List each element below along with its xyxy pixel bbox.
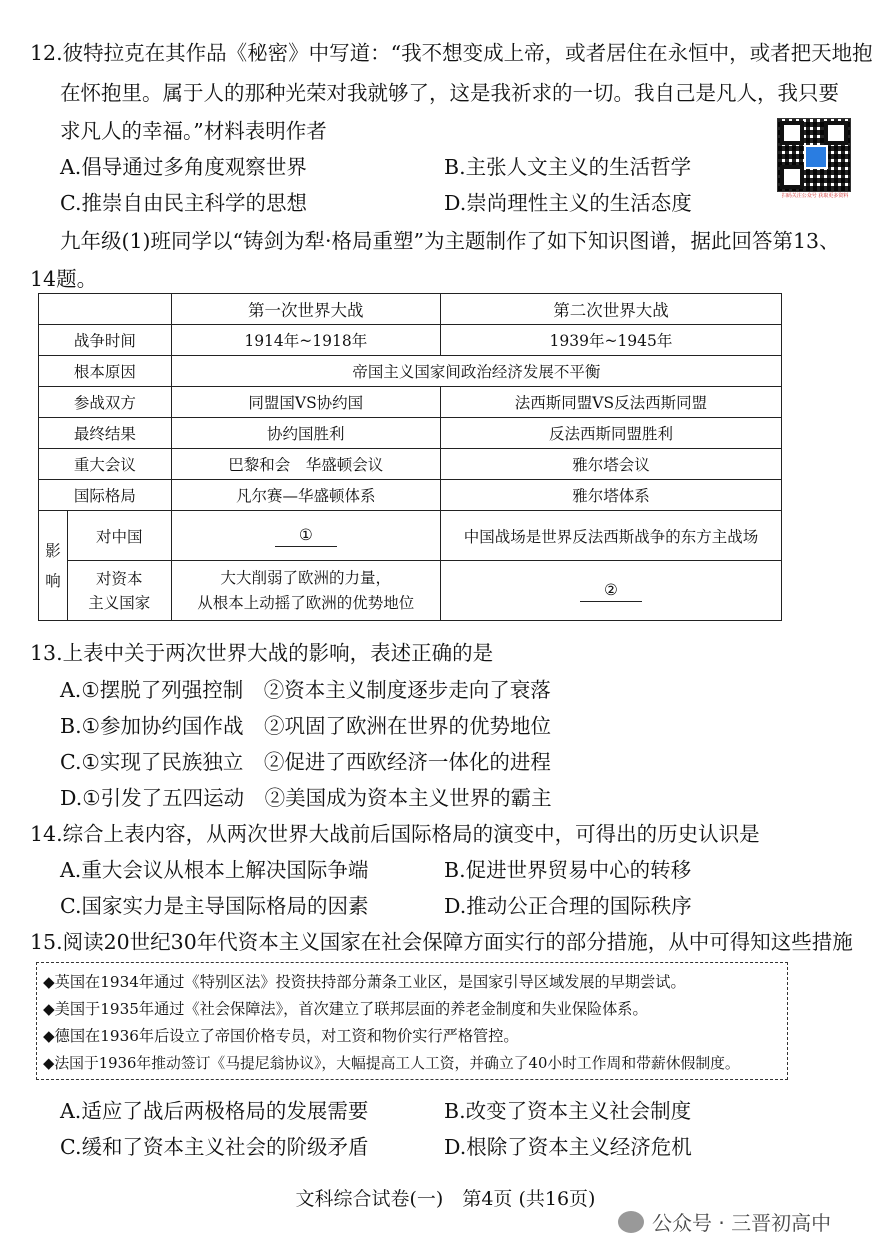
impact-label-char2: 响 bbox=[45, 571, 61, 590]
q12-option-b: B.主张人文主义的生活哲学 bbox=[444, 155, 692, 179]
q15-material-item: ◆德国在1936年后设立了帝国价格专员，对工资和物价实行严格管控。 bbox=[43, 1027, 519, 1045]
page-footer: 文科综合试卷(一) 第4页 (共16页) bbox=[295, 1188, 596, 1210]
row-label: 战争时间 bbox=[39, 325, 172, 356]
blank-1: ① bbox=[275, 524, 337, 547]
impact-label bbox=[39, 511, 68, 621]
q15-material-box bbox=[36, 962, 788, 1080]
impact-china-row bbox=[39, 511, 782, 561]
cell-ww2: 法西斯同盟VS反法西斯同盟 bbox=[440, 387, 781, 418]
table-row bbox=[39, 480, 782, 511]
cell-ww1: 巴黎和会 华盛顿会议 bbox=[171, 449, 440, 480]
impact-china-label: 对中国 bbox=[67, 511, 171, 561]
q13-option-c: C.①实现了民族独立 ②促进了西欧经济一体化的进程 bbox=[60, 750, 551, 774]
q12-option-d: D.崇尚理性主义的生活态度 bbox=[444, 191, 692, 215]
q15-option-b: B.改变了资本主义社会制度 bbox=[444, 1099, 692, 1123]
row-label: 参战双方 bbox=[39, 387, 172, 418]
table-corner bbox=[39, 294, 172, 325]
q14-option-b: B.促进世界贸易中心的转移 bbox=[444, 858, 692, 882]
row-label: 国际格局 bbox=[39, 480, 172, 511]
impact-label-char1: 影 bbox=[45, 541, 61, 560]
q12-stem-line2: 在怀抱里。属于人的那种光荣对我就够了，这是我祈求的一切。我自己是凡人，我只要 bbox=[60, 81, 839, 105]
cell-ww1: 1914年~1918年 bbox=[171, 325, 440, 356]
impact-cap-label-line2: 主义国家 bbox=[88, 593, 151, 612]
table-row bbox=[39, 325, 782, 356]
q12-stem-line3: 求凡人的幸福。”材料表明作者 bbox=[60, 119, 327, 143]
watermark-text: 公众号 · 三晋初高中 bbox=[652, 1211, 832, 1235]
q12-option-c: C.推崇自由民主科学的思想 bbox=[60, 191, 307, 215]
row-label: 最终结果 bbox=[39, 418, 172, 449]
row-label: 根本原因 bbox=[39, 356, 172, 387]
cell-ww1: 协约国胜利 bbox=[171, 418, 440, 449]
impact-cap-ww2 bbox=[440, 561, 781, 621]
q15-option-a: A.适应了战后两极格局的发展需要 bbox=[60, 1099, 369, 1123]
q13-option-d: D.①引发了五四运动 ②美国成为资本主义世界的霸主 bbox=[60, 786, 552, 810]
qr-code bbox=[777, 118, 851, 192]
q15-option-d: D.根除了资本主义经济危机 bbox=[444, 1135, 692, 1159]
impact-capitalist-row bbox=[39, 561, 782, 621]
knowledge-table bbox=[38, 293, 782, 621]
q15-option-c: C.缓和了资本主义社会的阶级矛盾 bbox=[60, 1135, 369, 1159]
impact-china-ww1 bbox=[171, 511, 440, 561]
impact-cap-label bbox=[67, 561, 171, 621]
q13-option-a: A.①摆脱了列强控制 ②资本主义制度逐步走向了衰落 bbox=[60, 678, 551, 702]
impact-cap-ww1 bbox=[171, 561, 440, 621]
q13-stem: 13.上表中关于两次世界大战的影响，表述正确的是 bbox=[30, 641, 494, 665]
cell-ww2: 雅尔塔体系 bbox=[440, 480, 781, 511]
q14-option-c: C.国家实力是主导国际格局的因素 bbox=[60, 894, 369, 918]
impact-cap-ww1-line1: 大大削弱了欧洲的力量， bbox=[220, 568, 392, 587]
header-ww1: 第一次世界大战 bbox=[171, 294, 440, 325]
q14-stem: 14.综合上表内容，从两次世界大战前后国际格局的演变中，可得出的历史认识是 bbox=[30, 822, 760, 846]
q15-material-item: ◆美国于1935年通过《社会保障法》，首次建立了联邦层面的养老金制度和失业保险体系。 bbox=[43, 1000, 648, 1018]
impact-cap-label-line1: 对资本 bbox=[96, 569, 143, 588]
q13-option-b: B.①参加协约国作战 ②巩固了欧洲在世界的优势地位 bbox=[60, 714, 551, 738]
qr-caption: 扫码关注公众号 获取更多资料 bbox=[781, 193, 849, 199]
intro-line2: 14题。 bbox=[30, 267, 98, 291]
intro-line1: 九年级(1)班同学以“铸剑为犁·格局重塑”为主题制作了如下知识图谱，据此回答第13、 bbox=[60, 229, 840, 253]
table-row bbox=[39, 356, 782, 387]
blank-2: ② bbox=[580, 579, 642, 602]
table-header-row bbox=[39, 294, 782, 325]
wechat-icon bbox=[618, 1211, 644, 1233]
cell-ww1: 同盟国VS协约国 bbox=[171, 387, 440, 418]
impact-china-ww2: 中国战场是世界反法西斯战争的东方主战场 bbox=[440, 511, 781, 561]
table-row bbox=[39, 387, 782, 418]
q12-stem-line1: 12.彼特拉克在其作品《秘密》中写道：“我不想变成上帝，或者居住在永恒中，或者把天地抱 bbox=[30, 41, 873, 65]
table-row bbox=[39, 418, 782, 449]
cell-ww2: 雅尔塔会议 bbox=[440, 449, 781, 480]
q12-option-a: A.倡导通过多角度观察世界 bbox=[60, 155, 307, 179]
q14-option-d: D.推动公正合理的国际秩序 bbox=[444, 894, 692, 918]
row-label: 重大会议 bbox=[39, 449, 172, 480]
impact-cap-ww1-line2: 从根本上动摇了欧洲的优势地位 bbox=[197, 593, 415, 612]
q15-material-item: ◆法国于1936年推动签订《马提尼翁协议》，大幅提高工人工资，并确立了40小时工作周和带薪休假制度。 bbox=[43, 1055, 740, 1072]
q15-stem: 15.阅读20世纪30年代资本主义国家在社会保障方面实行的部分措施，从中可得知这些措施 bbox=[30, 930, 853, 954]
cell-ww2: 1939年~1945年 bbox=[440, 325, 781, 356]
header-ww2: 第二次世界大战 bbox=[440, 294, 781, 325]
q14-option-a: A.重大会议从根本上解决国际争端 bbox=[60, 858, 369, 882]
table-row bbox=[39, 449, 782, 480]
q15-material-item: ◆英国在1934年通过《特别区法》投资扶持部分萧条工业区，是国家引导区域发展的早期尝试。 bbox=[43, 973, 686, 991]
cell-merged: 帝国主义国家间政治经济发展不平衡 bbox=[171, 356, 781, 387]
cell-ww2: 反法西斯同盟胜利 bbox=[440, 418, 781, 449]
cell-ww1: 凡尔赛—华盛顿体系 bbox=[171, 480, 440, 511]
watermark bbox=[618, 1207, 831, 1236]
